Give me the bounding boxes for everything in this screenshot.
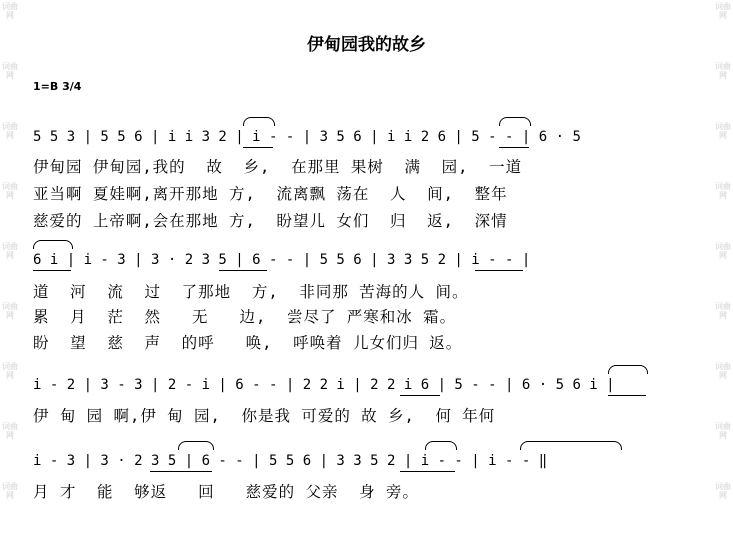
watermark-text: 词曲网	[715, 122, 731, 140]
watermark-text: 词曲网	[2, 242, 18, 260]
notation-line: i - 3 | 3 · 2 3 5 | 6 - - | 5 5 6 | 3 3 5 2 | i - - | i - - ‖	[33, 453, 548, 469]
slur-mark	[608, 365, 648, 374]
lyric-line: 伊 甸 园 啊,伊 甸 园, 你是我 可爱的 故 乡, 何 年何	[33, 407, 496, 425]
slur-mark	[178, 441, 214, 450]
lyric-line: 亚当啊 夏娃啊,离开那地 方, 流离飘 荡在 人 间, 整年	[33, 185, 508, 203]
beam-underline	[219, 270, 267, 271]
notation-line: i - 2 | 3 - 3 | 2 - i | 6 - - | 2 2 i | 2 2 i 6 | 5 - - | 6 · 5 6 i |	[33, 377, 615, 393]
watermark-text: 词曲网	[2, 62, 18, 80]
lyric-line: 伊甸园 伊甸园,我的 故 乡, 在那里 果树 满 园, 一道	[33, 158, 523, 176]
beam-underline	[608, 395, 646, 396]
notation-line: 6 i | i - 3 | 3 · 2 3 5 | 6 - - | 5 5 6 | 3 3 5 2 | i - - |	[33, 252, 531, 268]
notation-line: 5 5 3 | 5 5 6 | i i 3 2 | i - - | 3 5 6 | i i 2 6 | 5 - - | 6 · 5	[33, 129, 581, 145]
watermark-left	[0, 0, 20, 535]
watermark-text: 词曲网	[2, 482, 18, 500]
lyric-line: 慈爱的 上帝啊,会在那地 方, 盼望儿 女们 归 返, 深情	[33, 212, 508, 230]
watermark-text: 词曲网	[2, 362, 18, 380]
song-title: 伊甸园我的故乡	[307, 35, 426, 55]
slur-mark	[520, 441, 622, 450]
beam-underline	[475, 270, 523, 271]
watermark-text: 词曲网	[715, 242, 731, 260]
watermark-text: 词曲网	[2, 302, 18, 320]
watermark-text: 词曲网	[715, 482, 731, 500]
beam-underline	[400, 471, 455, 472]
watermark-text: 词曲网	[715, 2, 731, 20]
watermark-text: 词曲网	[715, 62, 731, 80]
watermark-text: 词曲网	[2, 422, 18, 440]
slur-mark	[499, 117, 531, 126]
watermark-text: 词曲网	[715, 302, 731, 320]
beam-underline	[243, 147, 273, 148]
key-signature: 1=B 3/4	[33, 80, 82, 93]
watermark-right	[713, 0, 733, 535]
beam-underline	[400, 395, 440, 396]
beam-underline	[33, 270, 71, 271]
watermark-text: 词曲网	[715, 182, 731, 200]
watermark-text: 词曲网	[2, 2, 18, 20]
beam-underline	[150, 471, 212, 472]
slur-mark	[243, 117, 275, 126]
watermark-text: 词曲网	[2, 182, 18, 200]
lyric-line: 累 月 茫 然 无 边, 尝尽了 严寒和冰 霜。	[33, 308, 457, 326]
slur-mark	[33, 240, 73, 249]
watermark-text: 词曲网	[715, 362, 731, 380]
slur-mark	[425, 441, 457, 450]
lyric-line: 月 才 能 够返 回 慈爱的 父亲 身 旁。	[33, 483, 419, 501]
watermark-text: 词曲网	[2, 122, 18, 140]
watermark-text: 词曲网	[715, 422, 731, 440]
lyric-line: 道 河 流 过 了那地 方, 非同那 苦海的人 间。	[33, 283, 469, 301]
lyric-line: 盼 望 慈 声 的呼 唤, 呼唤着 儿女们归 返。	[33, 334, 463, 352]
beam-underline	[499, 147, 529, 148]
